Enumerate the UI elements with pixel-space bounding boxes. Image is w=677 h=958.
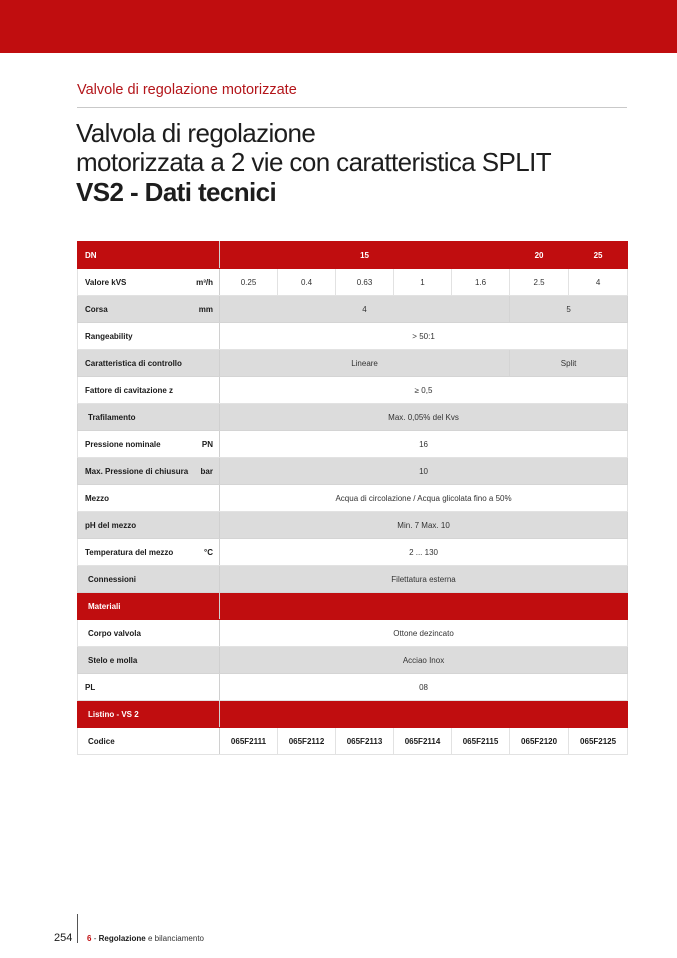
codice-cell: 065F2113 xyxy=(336,728,394,755)
table-row-pressione-chiusura xyxy=(78,458,628,485)
row-label-kvs: Valore kVS m³/h xyxy=(78,269,220,296)
technical-data-table xyxy=(77,241,628,755)
row-label-codice: Codice xyxy=(78,728,220,755)
table-row-trafilamento xyxy=(78,404,628,431)
kvs-cell: 2.5 xyxy=(510,269,569,296)
table-row-mezzo xyxy=(78,485,628,512)
row-label-listino: Listino - VS 2 xyxy=(78,701,220,728)
table-row-caratteristica xyxy=(78,350,628,377)
page-title-line-2: motorizzata a 2 vie con caratteristica SPLIT xyxy=(76,147,552,177)
table-row-corsa xyxy=(78,296,628,323)
ph-value: Min. 7 Max. 10 xyxy=(220,512,628,539)
dn-20-cell: 20 xyxy=(510,242,569,269)
mezzo-value: Acqua di circolazione / Acqua glicolata fino a 50% xyxy=(220,485,628,512)
temperatura-value: 2 ... 130 xyxy=(220,539,628,566)
pressione-nominale-value: 16 xyxy=(220,431,628,458)
dn-25-cell: 25 xyxy=(569,242,628,269)
row-label-materiali: Materiali xyxy=(78,593,220,620)
kvs-cell: 0.4 xyxy=(278,269,336,296)
table-row-temperatura xyxy=(78,539,628,566)
stelo-value: Acciao Inox xyxy=(220,647,628,674)
table-row-cavitazione xyxy=(78,377,628,404)
corsa-value-b: 5 xyxy=(510,296,628,323)
connessioni-value: Filettatura esterna xyxy=(220,566,628,593)
materiali-empty-cell xyxy=(220,593,628,620)
listino-empty-cell xyxy=(220,701,628,728)
row-label-temperatura: Temperatura del mezzo °C xyxy=(78,539,220,566)
caratteristica-value-a: Lineare xyxy=(220,350,510,377)
row-label-corsa: Corsa mm xyxy=(78,296,220,323)
row-label-pressione-chiusura: Max. Pressione di chiusura bar xyxy=(78,458,220,485)
row-label-trafilamento: Trafilamento xyxy=(78,404,220,431)
table-row-codice xyxy=(78,728,628,755)
codice-cell: 065F2125 xyxy=(569,728,628,755)
row-label-connessioni: Connessioni xyxy=(78,566,220,593)
row-label-pressione-nominale: Pressione nominale PN xyxy=(78,431,220,458)
codice-cell: 065F2115 xyxy=(452,728,510,755)
table-row-pressione-nominale xyxy=(78,431,628,458)
page-title-line-3: VS2 - Dati tecnici xyxy=(76,177,277,207)
row-label-cavitazione: Fattore di cavitazione z xyxy=(78,377,220,404)
table-row-kvs xyxy=(78,269,628,296)
rangeability-value: > 50:1 xyxy=(220,323,628,350)
corpo-value: Ottone dezincato xyxy=(220,620,628,647)
table-row-corpo xyxy=(78,620,628,647)
corsa-value-a: 4 xyxy=(220,296,510,323)
footer-chapter-label xyxy=(87,934,204,943)
codice-cell: 065F2120 xyxy=(510,728,569,755)
table-row-rangeability xyxy=(78,323,628,350)
top-banner xyxy=(0,0,677,53)
table-row-listino xyxy=(78,701,628,728)
header-rule xyxy=(77,107,627,108)
row-label-stelo: Stelo e molla xyxy=(78,647,220,674)
row-label-rangeability: Rangeability xyxy=(78,323,220,350)
row-label-mezzo: Mezzo xyxy=(78,485,220,512)
table-row-connessioni xyxy=(78,566,628,593)
kvs-cell: 4 xyxy=(569,269,628,296)
row-label-corpo: Corpo valvola xyxy=(78,620,220,647)
row-label-dn: DN xyxy=(78,242,220,269)
footer-separator: - xyxy=(93,934,97,943)
table-row-dn xyxy=(78,242,628,269)
kvs-cell: 0.25 xyxy=(220,269,278,296)
kvs-cell: 1.6 xyxy=(452,269,510,296)
footer-divider xyxy=(77,914,78,943)
codice-cell: 065F2114 xyxy=(394,728,452,755)
trafilamento-value: Max. 0,05% del Kvs xyxy=(220,404,628,431)
row-label-ph: pH del mezzo xyxy=(78,512,220,539)
cavitazione-value: ≥ 0,5 xyxy=(220,377,628,404)
footer-chapter-bold: Regolazione xyxy=(98,934,146,943)
section-title: Valvole di regolazione motorizzate xyxy=(77,82,297,98)
table-row-materiali xyxy=(78,593,628,620)
dn-15-cell: 15 xyxy=(220,242,510,269)
pressione-chiusura-value: 10 xyxy=(220,458,628,485)
row-label-pl: PL xyxy=(78,674,220,701)
kvs-cell: 1 xyxy=(394,269,452,296)
page-number: 254 xyxy=(54,932,73,944)
table-row-stelo xyxy=(78,647,628,674)
footer-chapter-rest: e bilanciamento xyxy=(147,934,204,943)
codice-cell: 065F2112 xyxy=(278,728,336,755)
pl-value: 08 xyxy=(220,674,628,701)
kvs-cell: 0.63 xyxy=(336,269,394,296)
chapter-number: 6 xyxy=(87,934,92,943)
table-row-ph xyxy=(78,512,628,539)
page-title-line-1: Valvola di regolazione xyxy=(76,118,316,148)
row-label-caratteristica: Caratteristica di controllo xyxy=(78,350,220,377)
codice-cell: 065F2111 xyxy=(220,728,278,755)
table-row-pl xyxy=(78,674,628,701)
caratteristica-value-b: Split xyxy=(510,350,628,377)
